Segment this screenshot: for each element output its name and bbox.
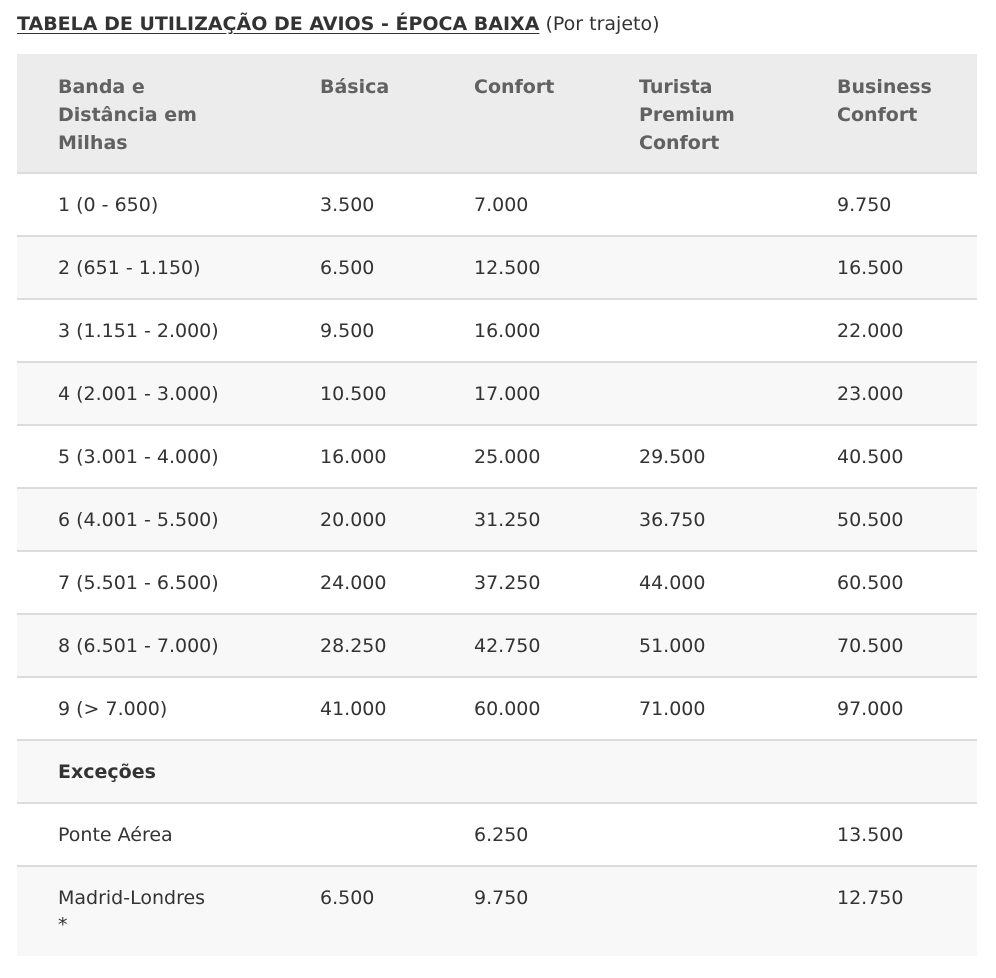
- cell-confort: 25.000: [474, 446, 541, 468]
- empty-cell: [598, 740, 796, 803]
- cell-basica: 6.500: [320, 887, 375, 909]
- cell-confort: 6.250: [474, 824, 529, 846]
- header-band: Banda e Distância em Milhas: [17, 54, 279, 173]
- cell-business: 16.500: [837, 257, 904, 279]
- cell-turista: 44.000: [639, 572, 706, 594]
- cell-business: 23.000: [837, 383, 904, 405]
- cell-basica: 24.000: [320, 572, 387, 594]
- cell-turista: 71.000: [639, 698, 706, 720]
- cell-business: 13.500: [837, 824, 904, 846]
- cell-basica: 28.250: [320, 635, 387, 657]
- cell-confort: 9.750: [474, 887, 529, 909]
- cell-business: 50.500: [837, 509, 904, 531]
- empty-cell: [796, 740, 977, 803]
- cell-basica: 9.500: [320, 320, 375, 342]
- cell-business: 9.750: [837, 194, 892, 216]
- table-row: [17, 551, 977, 614]
- table-title: TABELA DE UTILIZAÇÃO DE AVIOS - ÉPOCA BAIXA: [17, 13, 540, 35]
- empty-cell: [433, 740, 598, 803]
- cell-confort: 7.000: [474, 194, 529, 216]
- cell-turista: 29.500: [639, 446, 706, 468]
- header-turista: Turista Premium Confort: [598, 54, 796, 173]
- table-row: [17, 614, 977, 677]
- cell-turista: [598, 299, 796, 362]
- cell-business: 22.000: [837, 320, 904, 342]
- cell-turista: 36.750: [639, 509, 706, 531]
- cell-confort: 12.500: [474, 257, 541, 279]
- empty-cell: [279, 740, 433, 803]
- cell-turista: [598, 866, 796, 956]
- cell-basica: 3.500: [320, 194, 375, 216]
- cell-confort: 42.750: [474, 635, 541, 657]
- cell-band: 4 (2.001 - 3.000): [58, 383, 219, 405]
- table-row: [17, 866, 977, 956]
- cell-basica: 16.000: [320, 446, 387, 468]
- table-row: [17, 173, 977, 236]
- cell-band: 1 (0 - 650): [58, 194, 159, 216]
- table-header-row: [17, 54, 977, 173]
- cell-turista: [598, 803, 796, 866]
- cell-band: 3 (1.151 - 2.000): [58, 320, 219, 342]
- cell-confort: 17.000: [474, 383, 541, 405]
- cell-band: Ponte Aérea: [58, 824, 173, 846]
- header-business: Business Confort: [796, 54, 977, 173]
- cell-business: 97.000: [837, 698, 904, 720]
- exceptions-label: Exceções: [58, 761, 156, 783]
- table-body: [17, 173, 977, 956]
- cell-turista: [598, 173, 796, 236]
- cell-business: 12.750: [837, 887, 904, 909]
- table-row: [17, 299, 977, 362]
- cell-basica: 20.000: [320, 509, 387, 531]
- cell-band: 7 (5.501 - 6.500): [58, 572, 219, 594]
- cell-business: 60.500: [837, 572, 904, 594]
- table-row: [17, 425, 977, 488]
- cell-turista: [598, 362, 796, 425]
- cell-band: 6 (4.001 - 5.500): [58, 509, 219, 531]
- table-row: [17, 803, 977, 866]
- cell-basica: 6.500: [320, 257, 375, 279]
- cell-confort: 60.000: [474, 698, 541, 720]
- cell-turista: 51.000: [639, 635, 706, 657]
- table-row: [17, 236, 977, 299]
- cell-turista: [598, 236, 796, 299]
- exceptions-section-row: [17, 740, 977, 803]
- table-row: [17, 488, 977, 551]
- cell-basica: [279, 803, 433, 866]
- cell-band: 2 (651 - 1.150): [58, 257, 201, 279]
- cell-band: 8 (6.501 - 7.000): [58, 635, 219, 657]
- cell-confort: 37.250: [474, 572, 541, 594]
- cell-business: 70.500: [837, 635, 904, 657]
- cell-confort: 16.000: [474, 320, 541, 342]
- table-row: [17, 362, 977, 425]
- cell-business: 40.500: [837, 446, 904, 468]
- header-basica: Básica: [279, 54, 433, 173]
- cell-basica: 10.500: [320, 383, 387, 405]
- header-confort: Confort: [433, 54, 598, 173]
- table-heading: [17, 10, 660, 38]
- cell-band: 5 (3.001 - 4.000): [58, 446, 219, 468]
- cell-basica: 41.000: [320, 698, 387, 720]
- avios-table: [17, 54, 977, 956]
- cell-band: 9 (> 7.000): [58, 698, 168, 720]
- cell-confort: 31.250: [474, 509, 541, 531]
- table-row: [17, 677, 977, 740]
- cell-band: Madrid-Londres *: [58, 887, 206, 936]
- table-subtitle: (Por trajeto): [545, 13, 660, 35]
